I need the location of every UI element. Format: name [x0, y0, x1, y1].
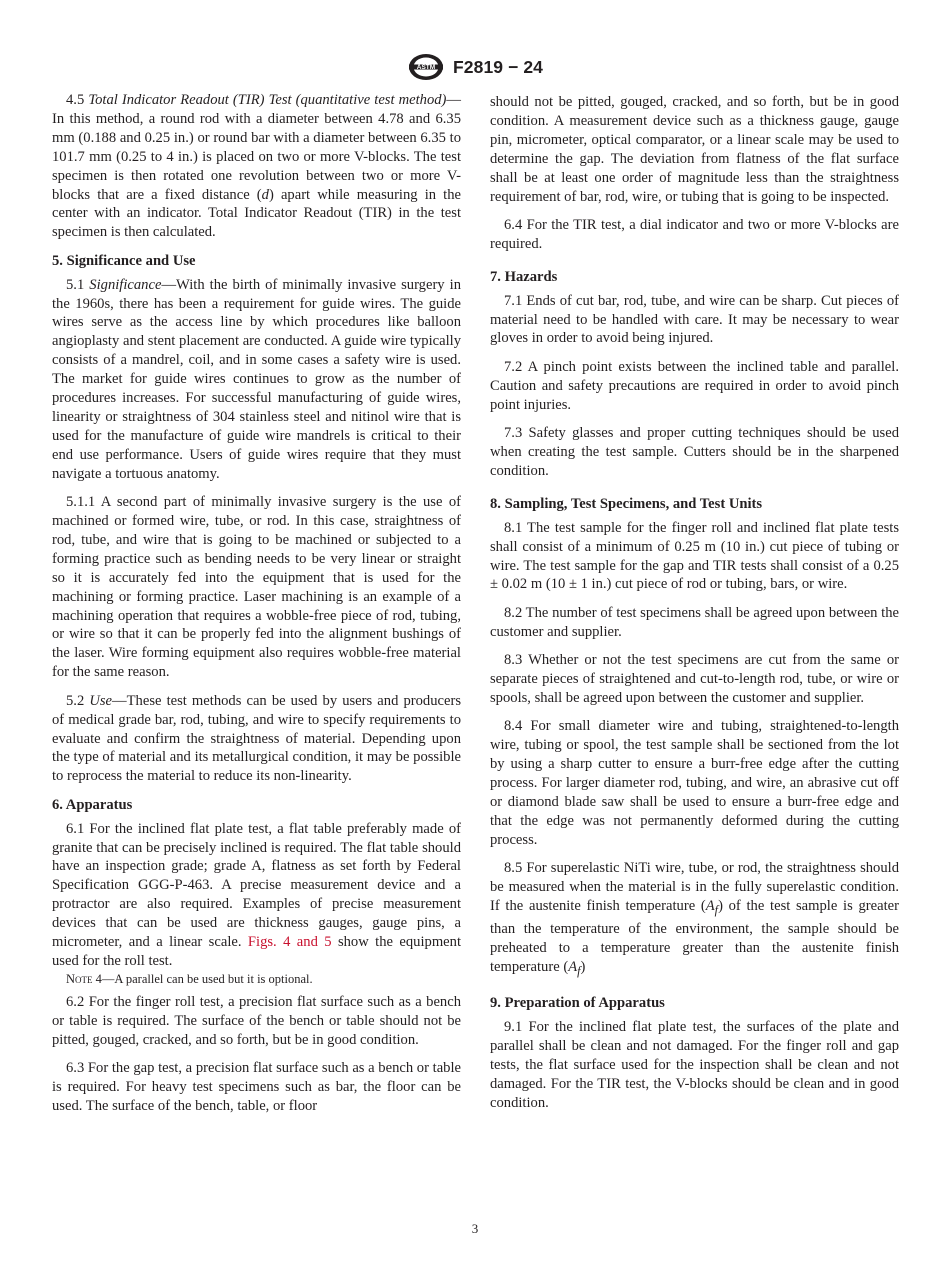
paragraph-5-1: 5.1 Significance—With the birth of minimally invasive surgery in the 1960s, there has been a requirement for guide wires. The guide wires serve as the access line by which procedures like balloon angioplasty and stent placement are conducted. A guide wire typically consists of a mandrel, coil, and in some cases a safety wire is used. The market for guide wires continues to grow as the number of procedures increases. For successful manufacturing of guide wires, linearity or straightness of 304 stainless steel and nitinol wire that is used for the manufacture of guide wire mandrels is critical to their end use performance. Users of guide wires require that they must navigate a tortuous anatomy. [52, 276, 461, 482]
page-number: 3 [471, 1221, 479, 1236]
left-column [52, 91, 461, 1125]
figs-4-5-link[interactable]: Figs. 4 and 5 [247, 934, 332, 951]
section-9-heading: 9. Preparation of Apparatus [490, 995, 665, 1012]
paragraph-9-1: 9.1 For the inclined flat plate test, the surfaces of the plate and parallel shall be clean and not damaged. For the finger roll and gap tests, the flat surface used for the inspection shall be clean and not damaged. For the TIR test, the V-blocks should be clean and in good condition. [490, 1019, 899, 1111]
right-column [490, 93, 899, 1122]
paragraph-6-4: 6.4 For the TIR test, a dial indicator and two or more V-blocks are required. [490, 216, 899, 252]
document-designation: F2819 − 24 [452, 56, 544, 77]
paragraph-6-1: 6.1 For the inclined flat plate test, a flat table preferably made of granite that can be precisely inclined is required. The flat table should have an inspection grade; grade A, flatness as set forth by Federal Specification GGG-P-463. A precise measurement device and a protractor are also required. Examples of precise measurement devices that can be used are thickness gauges, gauge pins, a micrometer, and a linear scale. Figs. 4 and 5 show the equipment used for the roll test. [52, 820, 461, 969]
astm-logo-icon [407, 52, 445, 82]
note-4: Note 4—A parallel can be used but it is optional. [66, 971, 313, 986]
section-5-heading: 5. Significance and Use [52, 252, 196, 269]
paragraph-8-1: 8.1 The test sample for the finger roll and inclined flat plate tests shall consist of a minimum of 0.25 m (10 in.) cut piece of tubing or wire. The test sample for the gap and TIR tests shall consist of a 0.25 ± 0.02 m (10 ± 1 in.) cut piece of rod or tubing, bars, or wire. [490, 519, 899, 593]
paragraph-8-2: 8.2 The number of test specimens shall be agreed upon between the customer and supplier. [490, 604, 899, 640]
section-7-heading: 7. Hazards [490, 268, 558, 285]
tir-test-title: Total Indicator Readout (TIR) Test (quantitative test method) [88, 92, 447, 108]
paragraph-7-1: 7.1 Ends of cut bar, rod, tube, and wire can be sharp. Cut pieces of material need to be handled with care. It may be necessary to wear gloves in order to avoid being injured. [490, 292, 899, 347]
section-8-heading: 8. Sampling, Test Specimens, and Test Units [490, 495, 763, 512]
paragraph-7-3: 7.3 Safety glasses and proper cutting techniques should be used when creating the test sample. Cutters should be in the sharpened condition. [490, 425, 899, 479]
section-6-heading: 6. Apparatus [52, 796, 133, 813]
paragraph-6-3: 6.3 For the gap test, a precision flat surface such as a bench or table is required. For heavy test specimens such as bar, the floor can be used. The surface of the bench, table, or floor [52, 1060, 461, 1114]
paragraph-8-4: 8.4 For small diameter wire and tubing, straightened-to-length wire, tubing or spool, the test sample shall be sectioned from the lot by using a sharp cutter to ensure a burr-free edge after the cutting process. For larger diameter rod, tubing, and wire, an abrasive cut off or diamond blade saw shall be used to ensure a burr-free edge and that the edge was not permanently deformed during the cutting process. [490, 718, 899, 848]
page-header [0, 52, 950, 82]
paragraph-5-2: 5.2 Use—These test methods can be used by users and producers of medical grade bar, rod, tubing, and wire to specify requirements to evaluate and confirm the straightness of material. Depending upon the type of material and its metallurgical condition, it may be possible to reprocess the material to reduce its non-linearity. [52, 692, 461, 785]
paragraph-8-5: 8.5 For superelastic NiTi wire, tube, or rod, the straightness should be measured when the material is in the fully superelastic condition. If the austenite finish temperature $(A_f)$ of the test sample is greater than the temperature of the environment, the sample should be preheated to a temperature greater than the austenite finish temperature $(A_f)$ [490, 860, 899, 978]
paragraph-6-3-continued: should not be pitted, gouged, cracked, and so forth, but be in good condition. A measurement device such as a thickness gauge, gauge pin, micrometer, optical comparator, or a linear scale may be used to determine the gap. The deviation from flatness of the flat surface shall be at least one order of magnitude less than the straightness requirement of bar, rod, wire, or tubing that is going to be inspected. [490, 94, 899, 205]
logo-text: ASTM [416, 64, 436, 71]
paragraph-4-5: 4.5 Total Indicator Readout (TIR) Test (quantitative test method)—In this method, a round rod with a diameter between 4.78 and 6.35 mm (0.188 and 0.25 in.) or round bar with a diameter between 6.35 to 101.7 mm (0.25 to 4 in.) is placed on two or more V-blocks. The test specimen is then rotated one revolution between two or more V-blocks that are a fixed distance (d) apart while measuring in the center with an indicator. Total Indicator Readout (TIR) in the test specimen is then calculated. [52, 92, 462, 241]
paragraph-6-2: 6.2 For the finger roll test, a precision flat surface such as a bench or table is required. The surface of the bench or table should not be pitted, gouged, cracked, and so forth, but be in good condition. [52, 993, 461, 1048]
paragraph-5-1-1: 5.1.1 A second part of minimally invasive surgery is the use of machined or formed wire, tube, or rod. In this case, straightness of rod, tube, and wire that is going to be machined or subjected to a forming practice such as bending needs to be very linear or straight so it is accurately fed into the equipment that is used for the machining or forming practice. Laser machining is an example of a machining operation that requires a wobble-free piece of rod, tubing, or wire so that it can be properly fed into the alignment bushings of the laser. Wire forming equipment also requires wobble-free material for the same reason. [52, 494, 461, 681]
paragraph-7-2: 7.2 A pinch point exists between the inclined table and parallel. Caution and safety precautions are required in order to avoid pinch point injuries. [490, 358, 899, 413]
paragraph-8-3: 8.3 Whether or not the test specimens are cut from the same or separate pieces of straightened and cut-to-length rod, tube, or wire or spools, shall be agreed upon between the customer and supplier. [490, 652, 899, 706]
